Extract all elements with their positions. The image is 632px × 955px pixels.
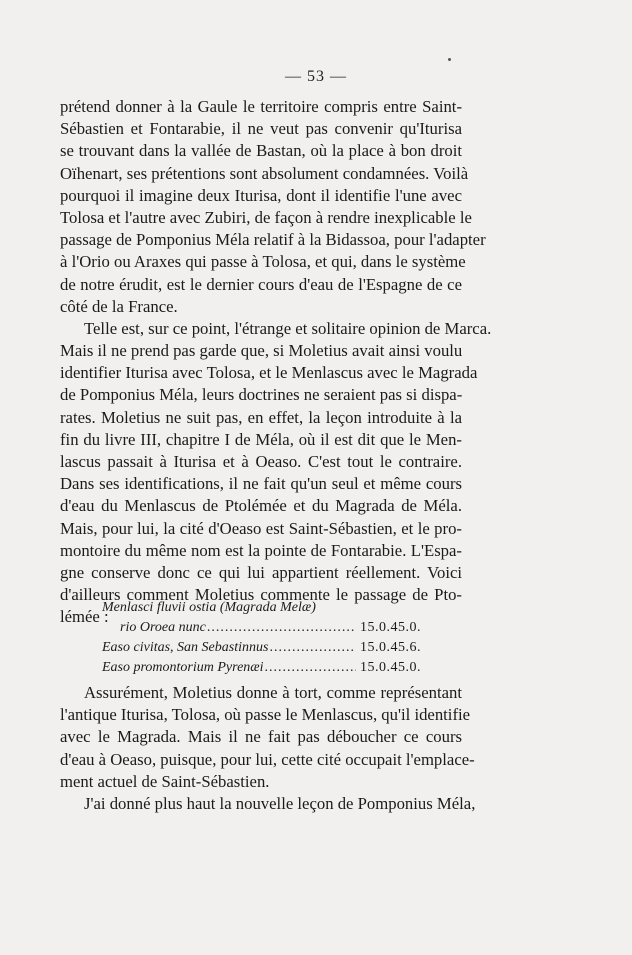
citation-heading: Menlasci fluvii ostia (Magrada Melæ) <box>102 600 316 615</box>
text-line: prétend donner à la Gaule le territoire compris entre Saint- <box>60 97 462 116</box>
text-line: ment actuel de Saint-Sébastien. <box>60 771 270 791</box>
text-line: pourquoi il imagine deux Iturisa, dont il identifie l'une avec <box>60 185 462 205</box>
text-line: fin du livre III, chapitre I de Méla, où il est dit que le Men- <box>60 429 462 449</box>
text-line: lascus passait à Iturisa et à Oeaso. C'est tout le contraire. <box>60 452 462 471</box>
text-line: gne conserve donc ce qui lui appartient réellement. Voici <box>60 562 462 582</box>
text-line: Oïhenart, ses prétentions sont absolument condamnées. Voilà <box>60 163 469 183</box>
citation-label: rio Oroea nunc <box>120 620 206 635</box>
text-line: Assurément, Moletius donne à tort, comme représentant <box>84 683 462 702</box>
text-line: rates. Moletius ne suit pas, en effet, la leçon introduite à la <box>60 407 462 427</box>
citation-heading-row <box>102 598 432 618</box>
body-text <box>60 96 492 629</box>
text-line: se trouvant dans la vallée de Bastan, où la place à bon droit <box>60 141 462 161</box>
text-line: l'antique Iturisa, Tolosa, où passe le Menlascus, qu'il identifie <box>60 705 471 725</box>
citation-row <box>102 618 432 638</box>
citation-coordinate: 15.0.45.0. <box>360 620 421 635</box>
paragraph-2 <box>60 318 492 629</box>
leader-dots <box>265 658 356 678</box>
text-line: d'eau à Oeaso, puisque, pour lui, cette cité occupait l'emplace- <box>60 749 475 769</box>
text-line: J'ai donné plus haut la nouvelle leçon de Pomponius Méla, <box>84 793 476 813</box>
text-line: de notre érudit, est le dernier cours d'eau de l'Espagne de ce <box>60 274 462 294</box>
text-line: Telle est, sur ce point, l'étrange et solitaire opinion de Marca. <box>84 318 492 338</box>
citation-row <box>102 658 432 678</box>
citation-coordinate: 15.0.45.0. <box>360 660 421 675</box>
citation-row <box>102 638 432 658</box>
body-text-continued <box>60 682 476 815</box>
text-line: Dans ses identifications, il ne fait qu'un seul et même cours <box>60 474 462 494</box>
text-line: à l'Orio ou Araxes qui passe à Tolosa, et qui, dans le système <box>60 252 466 272</box>
text-line: d'ailleurs comment Moletius commente le passage de Pto- <box>60 585 462 605</box>
text-line: avec le Magrada. Mais il ne fait pas déboucher ce cours <box>60 727 462 747</box>
text-line: montoire du même nom est la pointe de Fontarabie. L'Espa- <box>60 540 462 560</box>
text-line: Mais il ne prend pas garde que, si Moletius avait ainsi voulu <box>60 341 463 361</box>
citation-coordinate: 15.0.45.6. <box>360 640 421 655</box>
text-line: identifier Iturisa avec Tolosa, et le Menlascus avec le Magrada <box>60 363 478 383</box>
leader-dots <box>269 638 356 658</box>
ink-speck <box>448 58 451 61</box>
text-line: lémée : <box>60 607 109 627</box>
citation-table <box>102 598 432 678</box>
text-line: Tolosa et l'autre avec Zubiri, de façon à rendre inexplicable le <box>60 207 472 227</box>
paragraph-4 <box>60 793 476 815</box>
leader-dots <box>207 618 356 638</box>
paragraph-1 <box>60 96 486 318</box>
text-line: Sébastien et Fontarabie, il ne veut pas convenir qu'Iturisa <box>60 119 462 139</box>
paragraph-3 <box>60 682 475 793</box>
text-line: côté de la France. <box>60 296 178 316</box>
citation-label: Easo civitas, San Sebastinnus <box>102 640 269 655</box>
text-line: d'eau du Menlascus de Ptolémée et du Magrada de Méla. <box>60 496 462 516</box>
citation-label: Easo promontorium Pyrenæi <box>102 660 264 675</box>
page-number: — 53 — <box>285 68 347 85</box>
text-line: de Pomponius Méla, leurs doctrines ne seraient pas si dispa- <box>60 385 463 405</box>
text-line: Mais, pour lui, la cité d'Oeaso est Saint-Sébastien, et le pro- <box>60 518 462 538</box>
text-line: passage de Pomponius Méla relatif à la Bidassoa, pour l'adapter <box>60 230 486 250</box>
